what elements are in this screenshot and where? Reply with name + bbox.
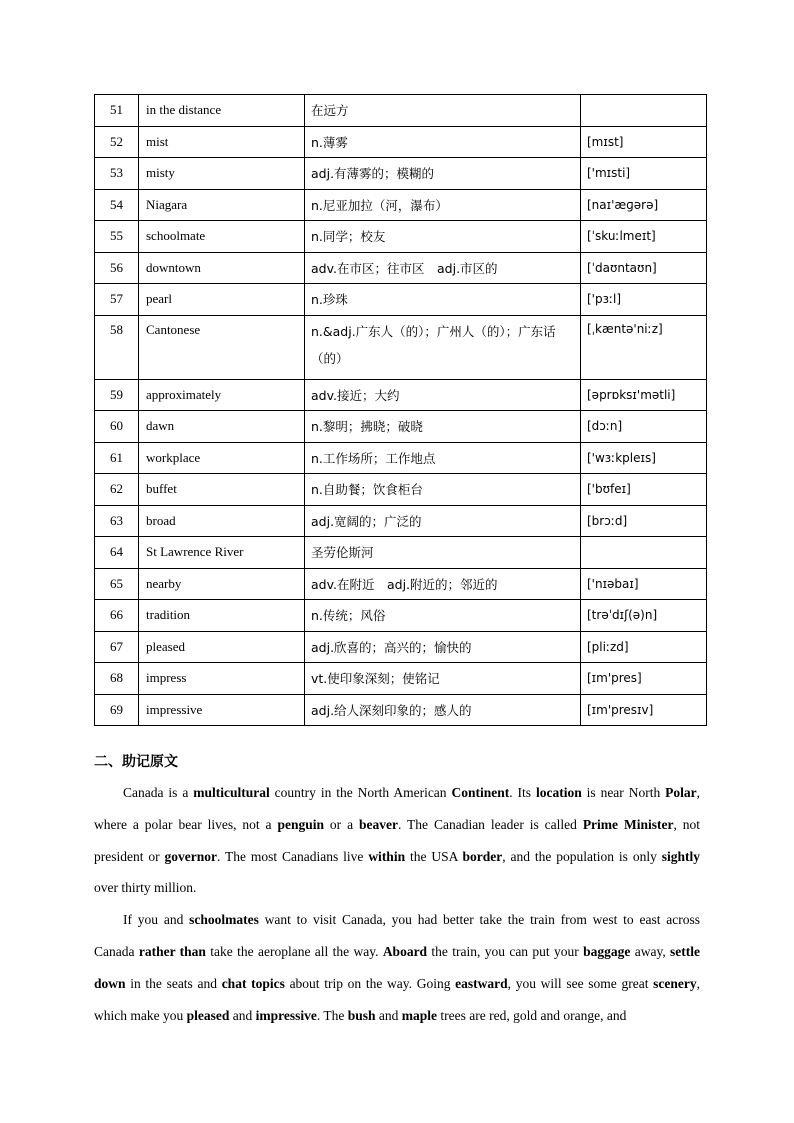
row-number: 67: [95, 631, 139, 663]
row-number: 52: [95, 126, 139, 158]
passage-text: . The most Canadians live: [217, 848, 369, 864]
table-row: [95, 505, 707, 537]
table-row: [95, 95, 707, 127]
table-row: [95, 189, 707, 221]
highlighted-word: scenery: [653, 975, 697, 991]
table-row: [95, 631, 707, 663]
highlighted-word: beaver: [359, 816, 398, 832]
word-cell: misty: [139, 158, 305, 190]
table-row: [95, 474, 707, 506]
phonetic-cell: [ɪm'presɪv]: [581, 694, 707, 726]
word-cell: dawn: [139, 411, 305, 443]
meaning-cell: adj.宽阔的；广泛的: [305, 505, 581, 537]
phonetic-cell: [ˌkæntə'niːz]: [581, 315, 707, 379]
highlighted-word: Polar: [665, 785, 697, 800]
passage-text: is near North: [581, 785, 666, 800]
passage-paragraph: [94, 904, 700, 1031]
word-cell: St Lawrence River: [139, 537, 305, 569]
highlighted-word: schoolmates: [189, 912, 259, 928]
table-row: [95, 252, 707, 284]
word-cell: nearby: [139, 568, 305, 600]
highlighted-word: pleased: [186, 1007, 230, 1023]
word-cell: in the distance: [139, 95, 305, 127]
row-number: 65: [95, 568, 139, 600]
meaning-cell: n.珍珠: [305, 284, 581, 316]
meaning-cell: n.工作场所；工作地点: [305, 442, 581, 474]
passage-text: or a: [324, 816, 360, 832]
meaning-cell: n.&adj.广东人（的）；广州人（的）；广东话（的）: [305, 315, 581, 379]
row-number: 58: [95, 315, 139, 379]
passage-text: trees are red, gold and orange, and: [437, 1007, 627, 1023]
meaning-cell: vt.使印象深刻；使铭记: [305, 663, 581, 695]
meaning-cell: n.尼亚加拉（河，瀑布）: [305, 189, 581, 221]
phonetic-cell: ['bʊfeɪ]: [581, 474, 707, 506]
row-number: 68: [95, 663, 139, 695]
passage-text: . The Canadian leader is called: [398, 816, 583, 832]
meaning-cell: adv.接近；大约: [305, 379, 581, 411]
word-cell: broad: [139, 505, 305, 537]
highlighted-word: settle down: [94, 943, 701, 991]
table-row: [95, 694, 707, 726]
passage-paragraph: [94, 777, 700, 904]
phonetic-cell: ['nɪəbaɪ]: [581, 568, 707, 600]
highlighted-word: maple: [401, 1007, 438, 1023]
passage-text: over thirty million.: [94, 880, 197, 896]
row-number: 62: [95, 474, 139, 506]
meaning-cell: n.薄雾: [305, 126, 581, 158]
meaning-cell: adv.在市区；往市区 adj.市区的: [305, 252, 581, 284]
meaning-cell: 圣劳伦斯河: [305, 537, 581, 569]
phonetic-cell: [581, 95, 707, 127]
vocabulary-table: [94, 94, 707, 726]
passage-text: take the aeroplane all the way.: [205, 943, 383, 959]
passage-text: away,: [630, 943, 671, 959]
highlighted-word: border: [462, 848, 503, 864]
table-row: [95, 537, 707, 569]
table-row: [95, 284, 707, 316]
row-number: 57: [95, 284, 139, 316]
phonetic-cell: [pliːzd]: [581, 631, 707, 663]
row-number: 54: [95, 189, 139, 221]
table-row: [95, 663, 707, 695]
passage-text: and: [375, 1007, 402, 1023]
word-cell: pleased: [139, 631, 305, 663]
highlighted-word: chat topics: [221, 975, 285, 991]
passage-text: want to visit Canada, you had better take the train from west to east across Canada: [94, 912, 700, 959]
word-cell: downtown: [139, 252, 305, 284]
table-row: [95, 600, 707, 632]
highlighted-word: within: [368, 848, 406, 864]
phonetic-cell: [naɪ'æɡərə]: [581, 189, 707, 221]
phonetic-cell: [dɔːn]: [581, 411, 707, 443]
highlighted-word: Prime Minister: [582, 816, 674, 832]
row-number: 59: [95, 379, 139, 411]
word-cell: Niagara: [139, 189, 305, 221]
vocabulary-table-body: [95, 95, 707, 726]
word-cell: impress: [139, 663, 305, 695]
highlighted-word: eastward: [455, 975, 508, 991]
row-number: 56: [95, 252, 139, 284]
meaning-cell: n.黎明；拂晓；破晓: [305, 411, 581, 443]
passage-text: , and the population is only: [502, 848, 662, 864]
row-number: 55: [95, 221, 139, 253]
meaning-cell: adj.给人深刻印象的；感人的: [305, 694, 581, 726]
meaning-cell: n.传统；风俗: [305, 600, 581, 632]
passage-text: the train, you can put your: [427, 943, 584, 959]
meaning-cell: adv.在附近 adj.附近的；邻近的: [305, 568, 581, 600]
phonetic-cell: ['pɜːl]: [581, 284, 707, 316]
phonetic-cell: [trəˈdɪʃ(ə)n]: [581, 600, 707, 632]
phonetic-cell: [əprɒksɪ'mətli]: [581, 379, 707, 411]
table-row: [95, 221, 707, 253]
table-row: [95, 379, 707, 411]
word-cell: mist: [139, 126, 305, 158]
table-row: [95, 568, 707, 600]
meaning-cell: 在远方: [305, 95, 581, 127]
mnemonic-passage: [94, 777, 700, 1031]
passage-text: the USA: [405, 848, 463, 864]
highlighted-word: Aboard: [382, 943, 428, 959]
row-number: 51: [95, 95, 139, 127]
word-cell: Cantonese: [139, 315, 305, 379]
passage-text: If you and: [123, 912, 190, 928]
table-row: [95, 442, 707, 474]
passage-text: , which make you: [94, 975, 700, 1023]
word-cell: buffet: [139, 474, 305, 506]
word-cell: schoolmate: [139, 221, 305, 253]
phonetic-cell: [brɔːd]: [581, 505, 707, 537]
row-number: 53: [95, 158, 139, 190]
highlighted-word: impressive: [255, 1007, 317, 1023]
highlighted-word: rather than: [138, 943, 206, 959]
table-row: [95, 411, 707, 443]
passage-text: , not president or: [94, 816, 700, 864]
highlighted-word: location: [535, 785, 582, 800]
passage-text: Canada is a: [123, 785, 194, 800]
highlighted-word: penguin: [277, 816, 325, 832]
passage-text: , where a polar bear lives, not a: [94, 785, 701, 832]
word-cell: pearl: [139, 284, 305, 316]
row-number: 66: [95, 600, 139, 632]
row-number: 63: [95, 505, 139, 537]
passage-text: in the seats and: [125, 975, 222, 991]
phonetic-cell: ['mɪsti]: [581, 158, 707, 190]
phonetic-cell: [ˈskuːlmeɪt]: [581, 221, 707, 253]
passage-text: , you will see some great: [507, 975, 654, 991]
word-cell: workplace: [139, 442, 305, 474]
row-number: 61: [95, 442, 139, 474]
section-title: 二、助记原文: [94, 754, 178, 770]
highlighted-word: governor: [164, 848, 217, 864]
word-cell: tradition: [139, 600, 305, 632]
row-number: 69: [95, 694, 139, 726]
meaning-cell: n.自助餐；饮食柜台: [305, 474, 581, 506]
highlighted-word: sightly: [661, 848, 700, 864]
passage-text: and: [229, 1007, 256, 1023]
table-row: [95, 315, 707, 379]
table-row: [95, 126, 707, 158]
phonetic-cell: ['wɜːkpleɪs]: [581, 442, 707, 474]
phonetic-cell: [ɪm'pres]: [581, 663, 707, 695]
row-number: 60: [95, 411, 139, 443]
phonetic-cell: [581, 537, 707, 569]
meaning-cell: adj.欣喜的；高兴的；愉快的: [305, 631, 581, 663]
word-cell: approximately: [139, 379, 305, 411]
passage-text: . The: [316, 1007, 348, 1023]
meaning-cell: n.同学；校友: [305, 221, 581, 253]
phonetic-cell: [ˈdaʊntaʊn]: [581, 252, 707, 284]
highlighted-word: Continent: [451, 785, 510, 800]
passage-text: . Its: [509, 785, 536, 800]
row-number: 64: [95, 537, 139, 569]
passage-text: about trip on the way. Going: [284, 975, 456, 991]
meaning-cell: adj.有薄雾的；模糊的: [305, 158, 581, 190]
highlighted-word: baggage: [583, 943, 631, 959]
table-row: [95, 158, 707, 190]
word-cell: impressive: [139, 694, 305, 726]
phonetic-cell: [mɪst]: [581, 126, 707, 158]
highlighted-word: multicultural: [193, 785, 270, 800]
highlighted-word: bush: [347, 1007, 376, 1023]
passage-text: country in the North American: [269, 785, 452, 800]
